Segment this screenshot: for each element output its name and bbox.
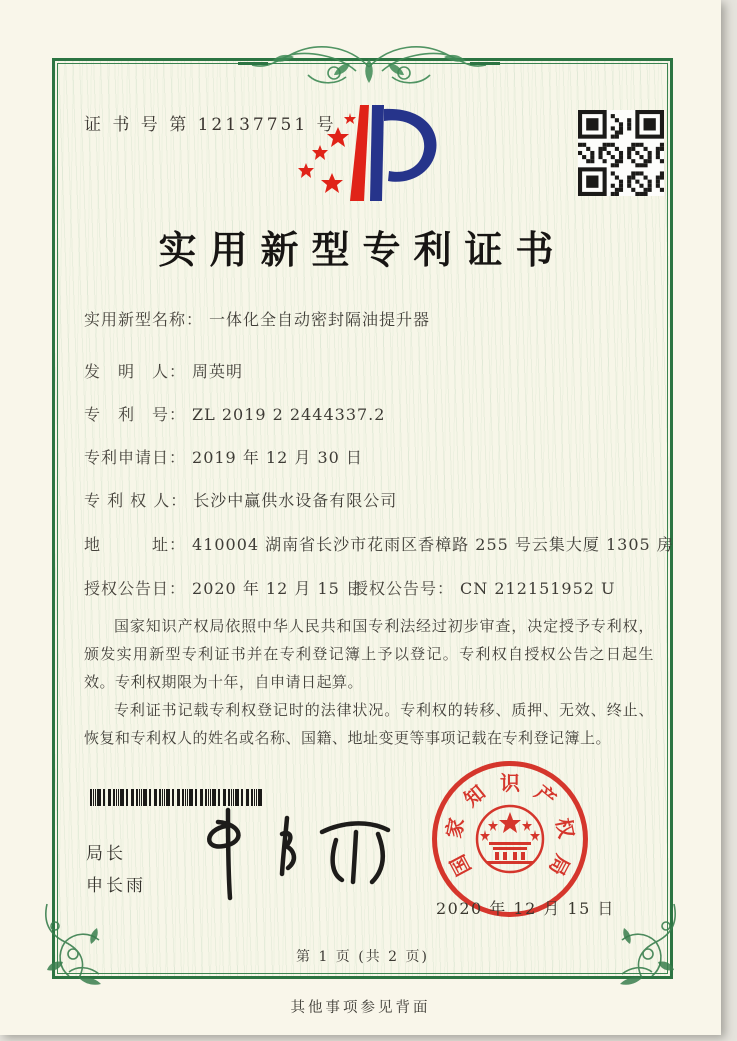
grant-no-value: CN 212151952 U	[460, 579, 616, 598]
field-value: 一体化全自动密封隔油提升器	[209, 310, 431, 329]
grant-no-label: 授权公告号：	[352, 579, 455, 598]
officer-block	[86, 838, 146, 902]
field-label: 专 利 号：	[84, 405, 187, 424]
field-patent-number	[84, 402, 656, 426]
field-grant-row	[84, 576, 656, 600]
certificate-title: 实用新型专利证书	[158, 227, 567, 272]
national-emblem-icon	[471, 800, 549, 878]
field-filing-date	[84, 445, 656, 469]
field-value: 2019 年 12 月 30 日	[192, 448, 363, 467]
grant-date-label: 授权公告日：	[84, 579, 187, 598]
legal-paragraph: 国家知识产权局依照中华人民共和国专利法经过初步审查，决定授予专利权，颁发实用新型专利证书并在专利登记簿上予以登记。专利权自授权公告之日起生效。专利权期限为十年，自申请日起算。	[84, 617, 654, 691]
field-patentee	[84, 488, 656, 512]
field-name	[84, 307, 656, 331]
signature-icon	[190, 804, 400, 904]
legal-text	[84, 612, 654, 752]
qr-code-icon	[578, 110, 664, 196]
officer-title: 局长	[86, 844, 126, 864]
grant-date-value: 2020 年 12 月 15 日	[192, 579, 363, 598]
legal-paragraph: 专利证书记载专利权登记时的法律状况。专利权的转移、质押、无效、终止、恢复和专利权人的姓名或名称、国籍、地址变更等事项记载在专利登记簿上。	[84, 701, 654, 747]
agency-seal-icon: 国 家 知 识 产 权 局	[432, 761, 588, 917]
field-value: 410004 湖南省长沙市花雨区香樟路 255 号云集大厦 1305 房	[192, 535, 674, 554]
field-value: 周英明	[192, 362, 244, 381]
page-number: 第 1 页 (共 2 页)	[296, 949, 429, 965]
certificate-number: 证 书 号 第 12137751 号	[84, 115, 337, 135]
seal-date: 2020 年 12 月 15 日	[436, 899, 615, 918]
cnipa-logo-icon	[292, 97, 444, 209]
field-value: 长沙中赢供水设备有限公司	[193, 491, 398, 510]
field-value: ZL 2019 2 2444337.2	[192, 405, 386, 424]
floral-ornament-top-icon	[238, 33, 500, 95]
floral-ornament-corner-icon	[612, 902, 697, 990]
field-label: 发 明 人：	[84, 362, 187, 381]
field-inventor	[84, 359, 656, 383]
field-label: 地 址：	[84, 535, 187, 554]
back-note: 其他事项参见背面	[290, 1000, 431, 1016]
field-label: 实用新型名称：	[84, 310, 204, 329]
officer-name: 申长雨	[86, 876, 146, 896]
field-label: 专 利 权 人：	[84, 491, 188, 510]
field-label: 专利申请日：	[84, 448, 187, 467]
field-address	[84, 532, 674, 556]
floral-ornament-corner-icon	[24, 902, 109, 990]
